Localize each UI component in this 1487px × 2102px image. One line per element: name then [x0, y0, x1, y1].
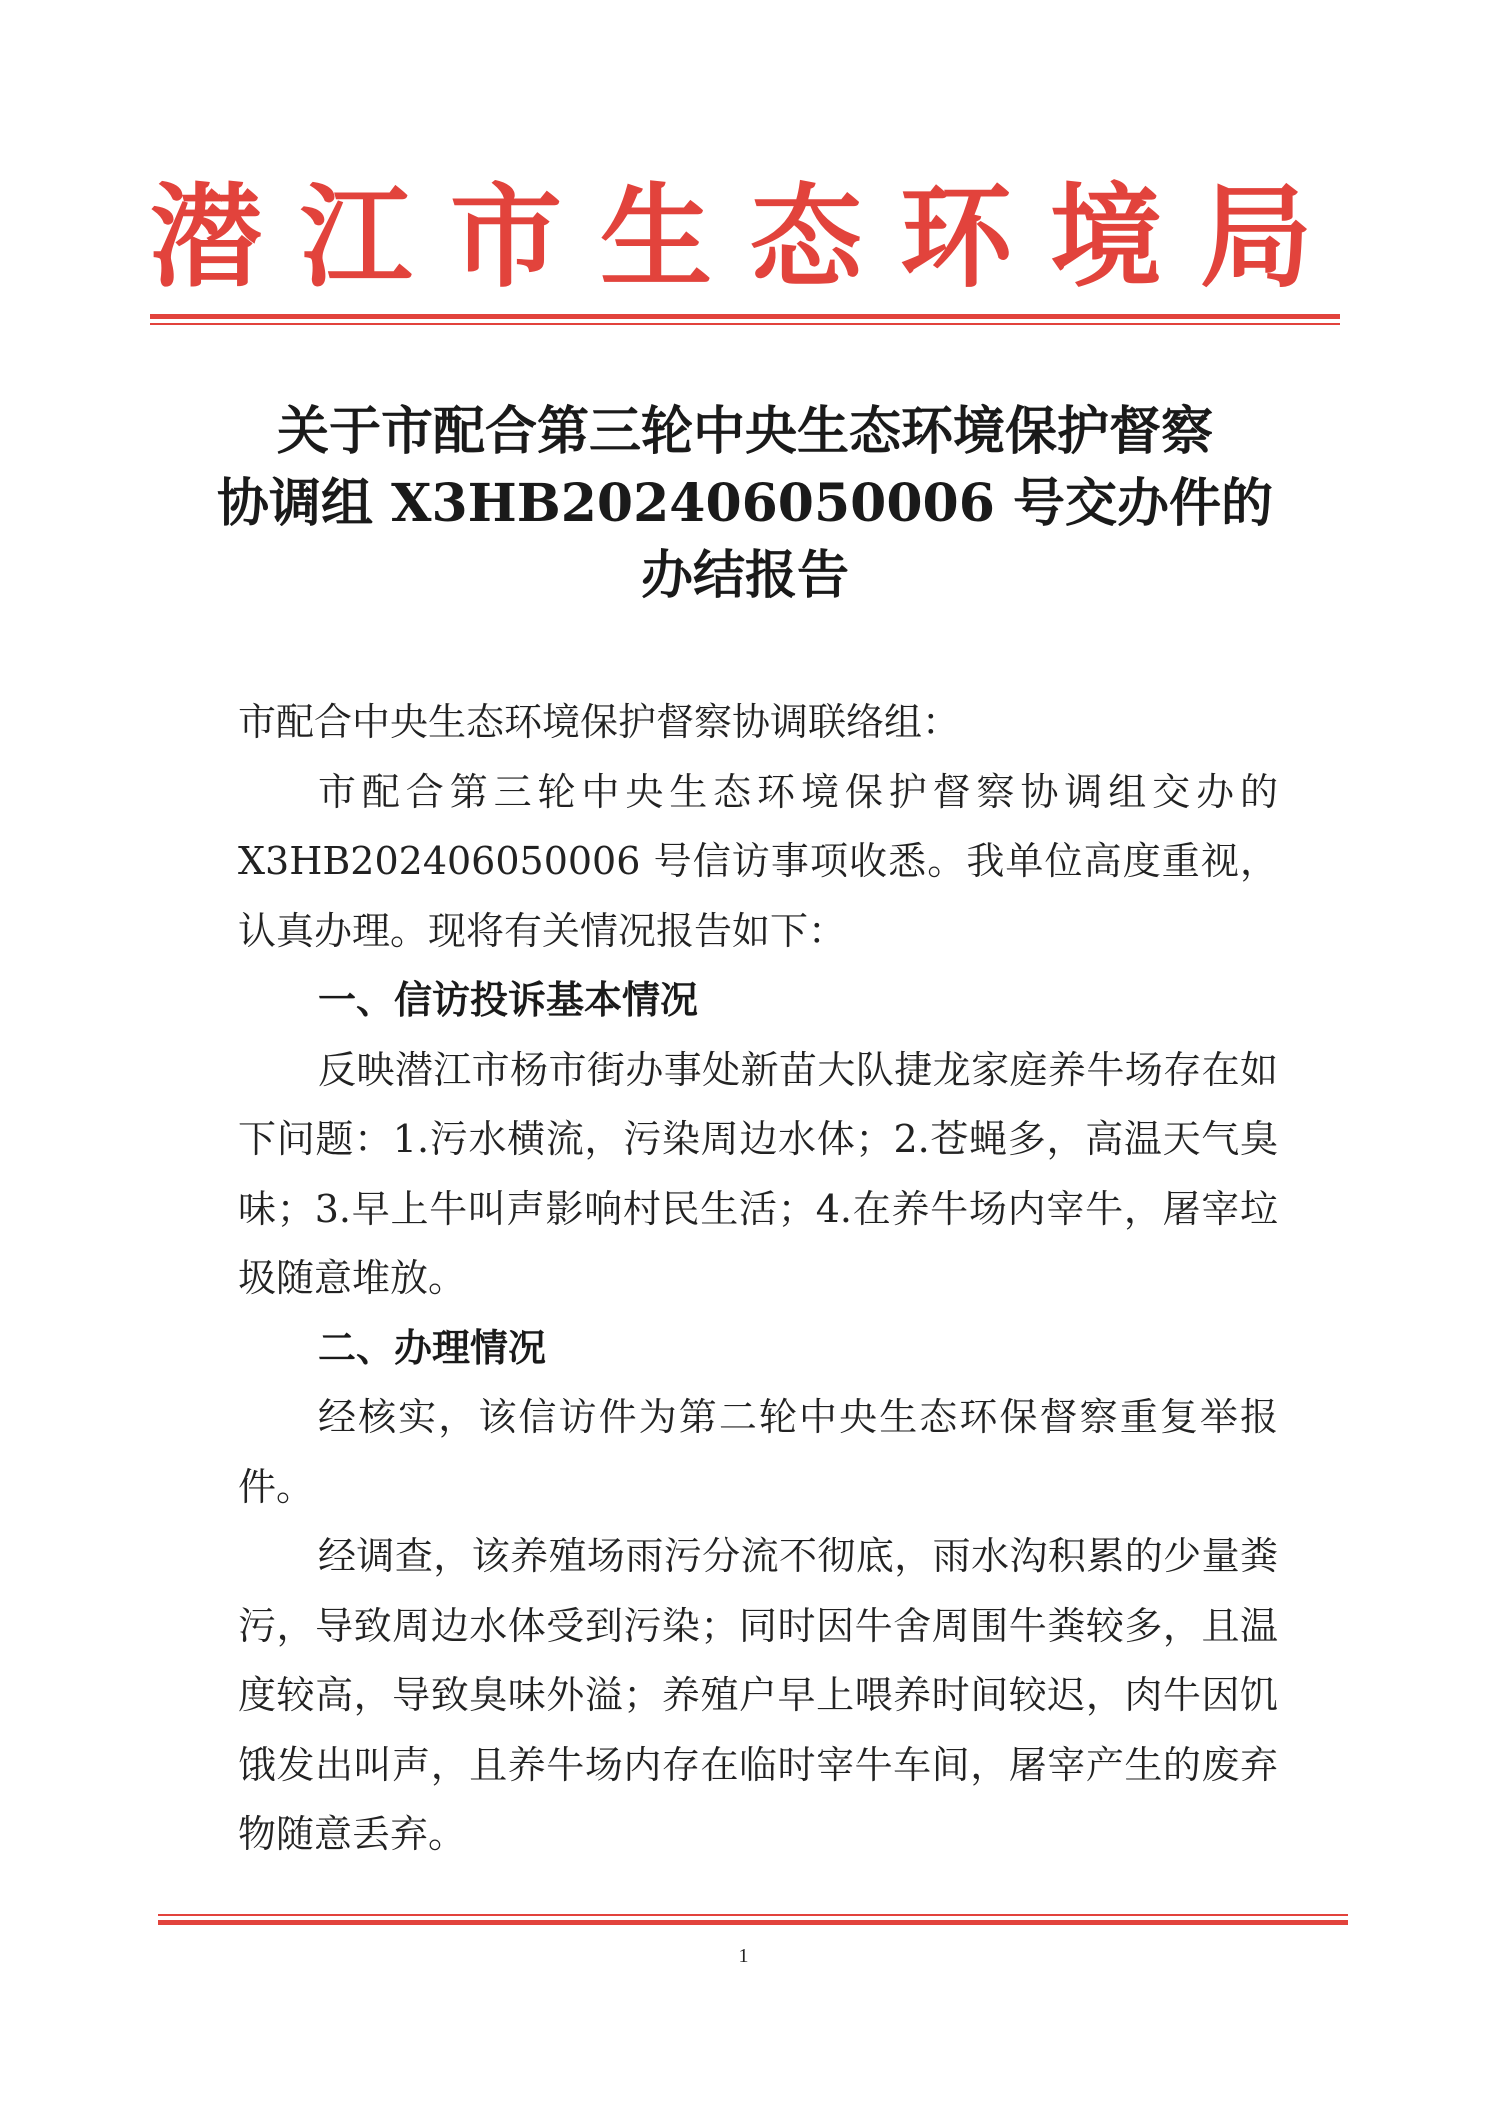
salutation: 市配合中央生态环境保护督察协调联络组：: [238, 700, 961, 744]
section-1-paragraph: 反映潜江市杨市街办事处新苗大队捷龙家庭养牛场存在如下问题：1.污水横流，污染周边水体；2.苍蝇多，高温天气臭味；3.早上牛叫声影响村民生活；4.在养牛场内宰牛，屠宰垃圾随意堆放。: [238, 1047, 1278, 1300]
footer-rule-thick: [158, 1920, 1348, 1925]
footer-rule-thin: [158, 1914, 1348, 1916]
title-line-3: 办结报告: [640, 545, 849, 606]
intro-paragraph: 市配合第三轮中央生态环境保护督察协调组交办的X3HB202406050006 号信访事项收悉。我单位高度重视，认真办理。现将有关情况报告如下：: [238, 769, 1278, 953]
letterhead-agency-name: 潜江市生态环境局: [150, 172, 1350, 303]
letterhead-rule-thick: [150, 314, 1340, 319]
section-2-paragraph-2: 经调查，该养殖场雨污分流不彻底，雨水沟积累的少量粪污，导致周边水体受到污染；同时因牛舍周围牛粪较多，且温度较高，导致臭味外溢；养殖户早上喂养时间较迟，肉牛因饥饿发出叫声，且养牛场内存在临时宰牛车间，屠宰产生的废弃物随意丢弃。: [238, 1534, 1278, 1856]
page-number: 1: [738, 1945, 749, 1967]
section-1-heading: 一、信访投诉基本情况: [318, 978, 699, 1022]
section-2-heading: 二、办理情况: [318, 1325, 547, 1370]
letterhead-rule-thin: [150, 323, 1340, 325]
document-title: [150, 396, 1340, 612]
title-line-2: 协调组 X3HB202406050006 号交办件的: [217, 473, 1273, 534]
document-body: [238, 688, 1278, 1870]
title-line-1: 关于市配合第三轮中央生态环境保护督察: [276, 401, 1213, 462]
section-2-paragraph-1: 经核实，该信访件为第二轮中央生态环保督察重复举报件。: [238, 1395, 1278, 1509]
